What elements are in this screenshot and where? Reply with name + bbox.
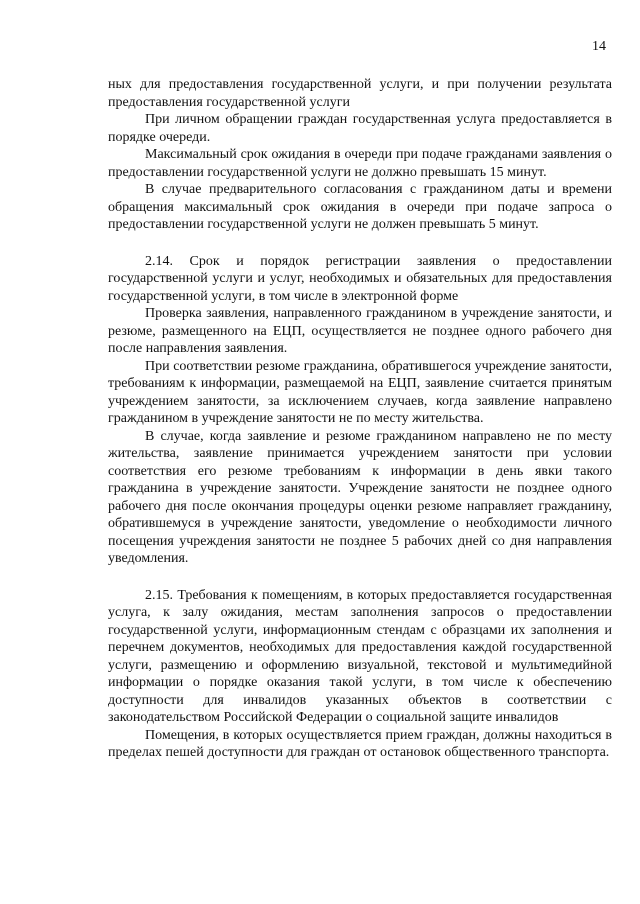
paragraph-max-wait-5: В случае предварительного согласования с гражданином даты и времени обращения максимальный срок ожидания в очереди при подаче запроса о предоставлении государственной услуги не должен превышать 5 минут. <box>108 182 612 232</box>
paragraph-max-wait-15: Максимальный срок ожидания в очереди при подаче гражданами заявления о предоставлении государственной услуги не должно превышать 15 минут. <box>108 147 612 180</box>
paragraph-queue-service: При личном обращении граждан государственная услуга предоставляется в порядке очереди. <box>108 112 612 145</box>
document-body <box>108 76 612 762</box>
section-heading-2-14: 2.14. Срок и порядок регистрации заявления о предоставлении государственной услуги и услуг, необходимых и обязательных для предоставления государственной услуги, в том числе в электронной форме <box>108 253 612 304</box>
paragraph-application-check: Проверка заявления, направленного гражданином в учреждение занятости, и резюме, размещенного на ЕЦП, осуществляется не позднее одного рабочего дня после направления заявления. <box>108 306 612 356</box>
page-number: 14 <box>592 39 606 54</box>
paragraph-continuation: ных для предоставления государственной услуги, и при получении результата предоставления государственной услуги <box>108 77 612 110</box>
paragraph-premises-location: Помещения, в которых осуществляется прием граждан, должны находиться в пределах пешей доступности для граждан от остановок общественного транспорта. <box>108 727 612 760</box>
section-heading-2-15: 2.15. Требования к помещениям, в которых предоставляется государственная услуга, к залу ожидания, местам заполнения запросов о предоставлении государственной услуги, информационным стендам с образцами их заполнения и перечнем документов, необходимых для предоставления каждой государственной услуги, размещению и оформлению визуальной, текстовой и мультимедийной информации о порядке оказания такой услуги, в том числе к обеспечению доступности для инвалидов указанных объектов в соответствии с законодательством Российской Федерации о социальной защите инвалидов <box>108 587 612 725</box>
paragraph-resume-compliance: При соответствии резюме гражданина, обратившегося учреждение занятости, требованиям к информации, размещаемой на ЕЦП, заявление считается принятым учреждением занятости, за исключением случаев, когда заявление направлено гражданином в учреждение занятости не по месту жительства. <box>108 358 612 426</box>
paragraph-not-place-of-residence: В случае, когда заявление и резюме гражданином направлено не по месту жительства, заявление принимается учреждением занятости при условии соответствия его резюме требованиям к информации в день явки такого гражданина в учреждение занятости. Учреждение занятости не позднее одного рабочего дня после окончания процедуры оценки резюме направляет гражданину, обратившемуся в учреждение занятости, уведомление о необходимости личного посещения учреждения занятости не позднее 5 рабочих дней со дня направления уведомления. <box>108 428 612 566</box>
